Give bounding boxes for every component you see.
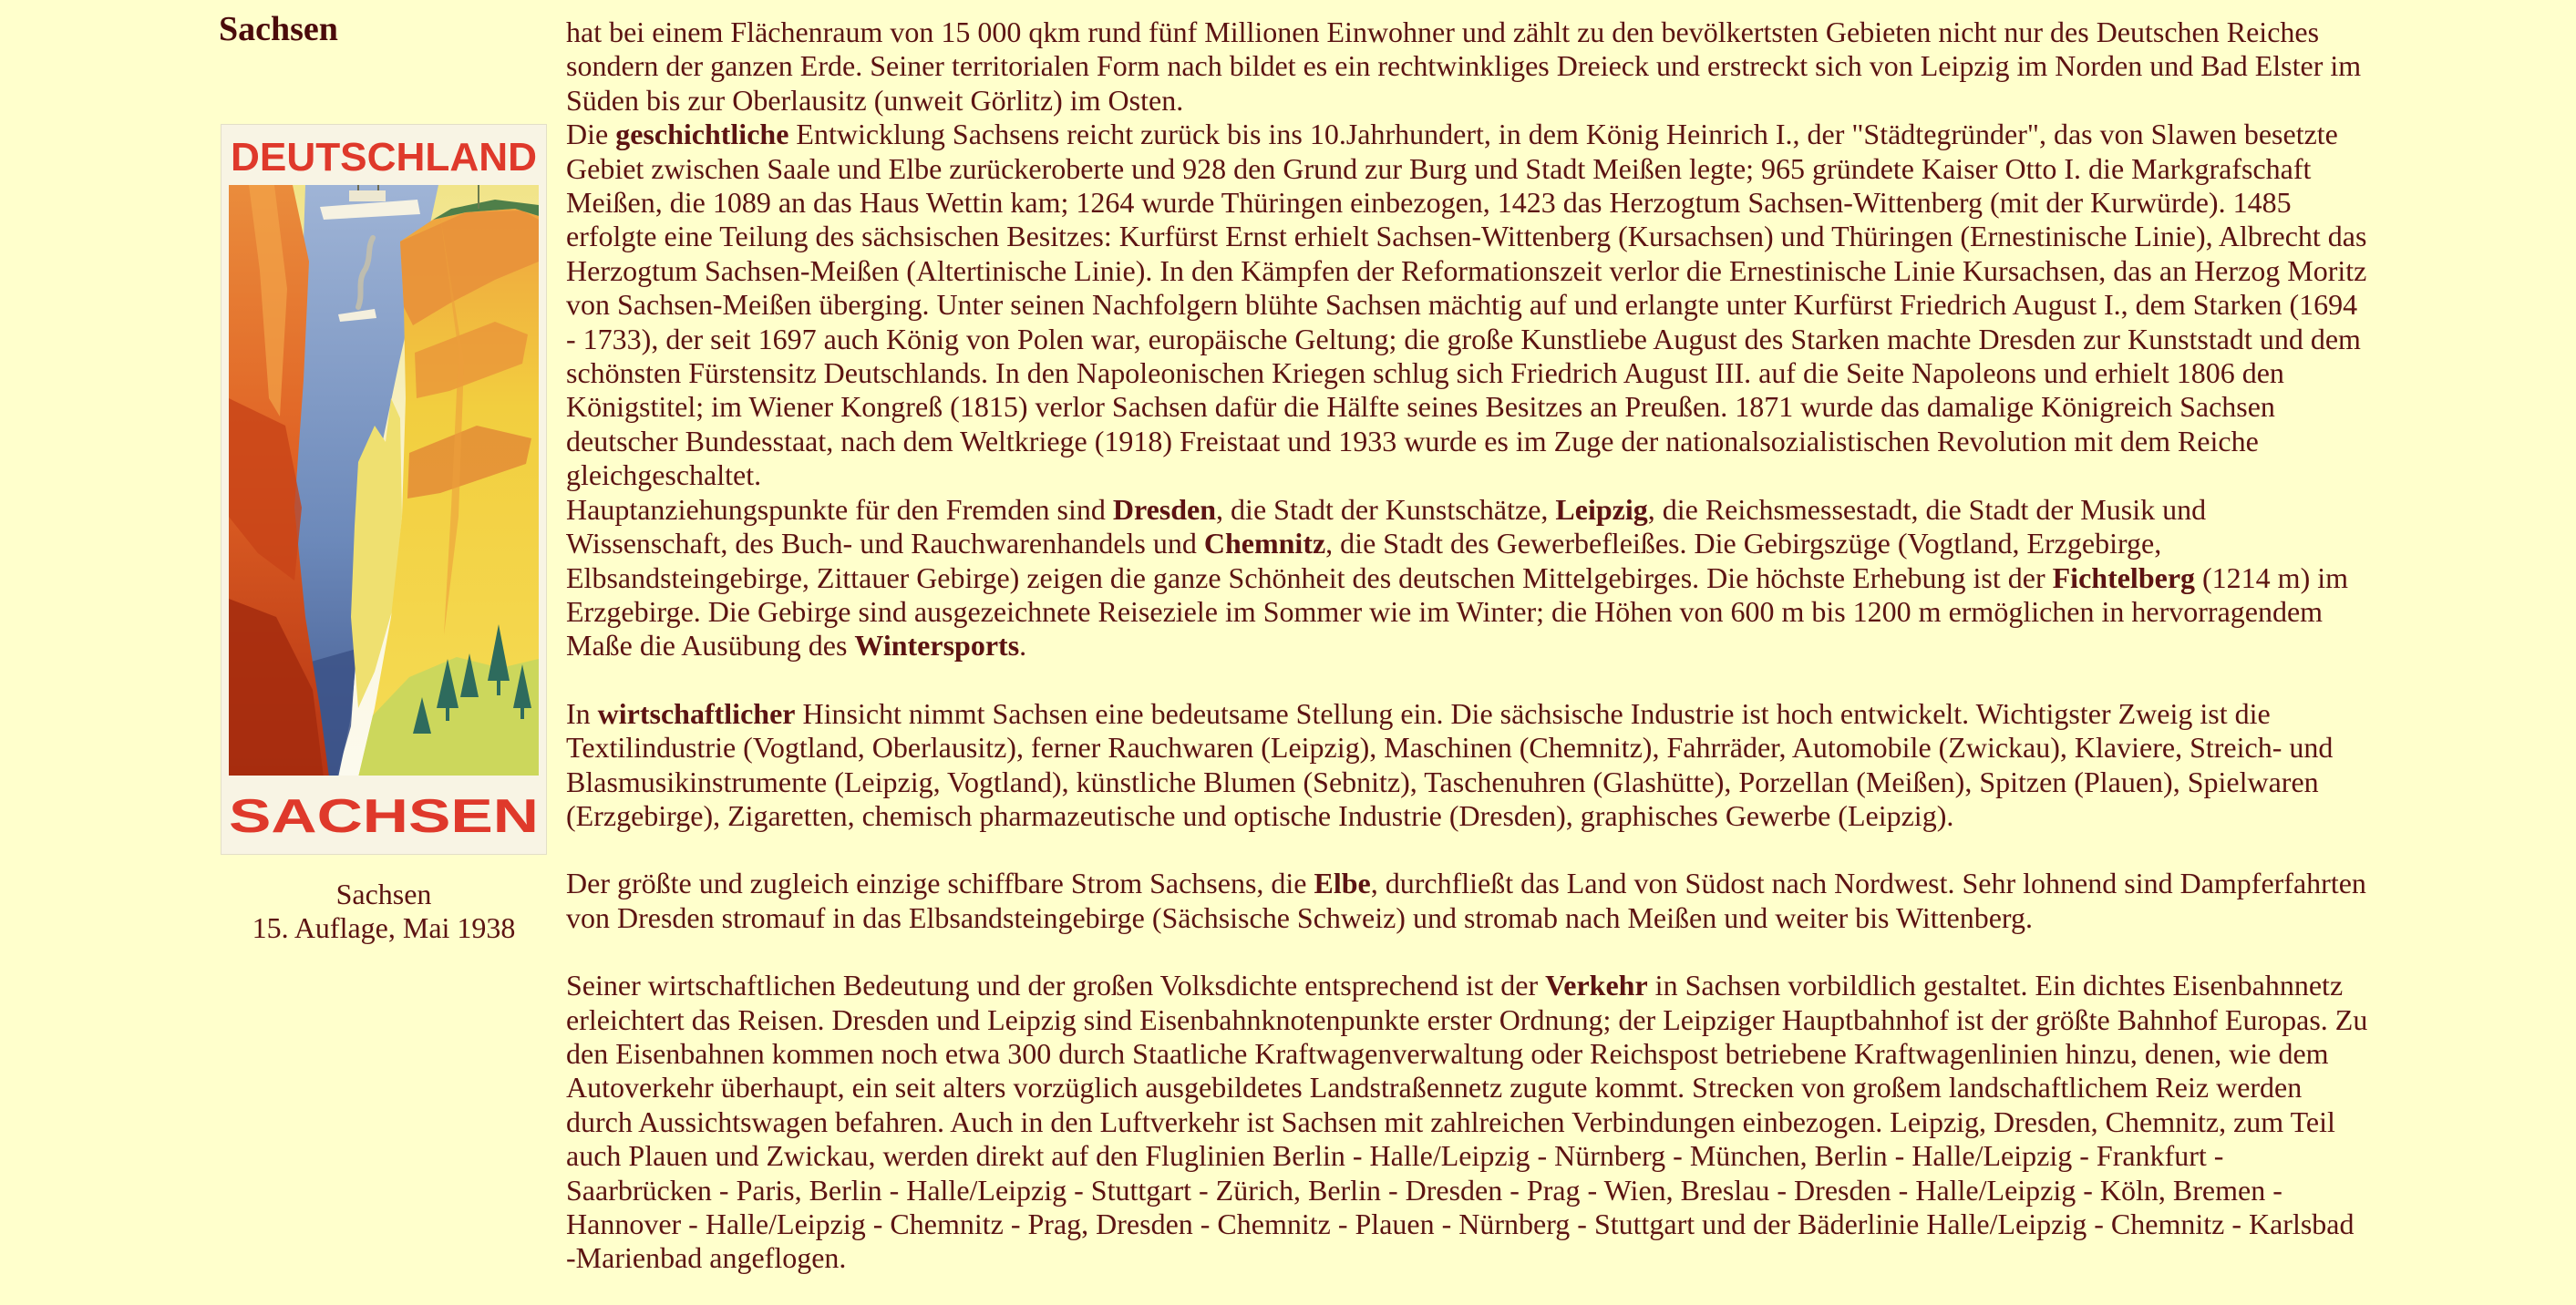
body-text: Hinsicht nimmt Sachsen eine bedeutsame Stellung ein. Die sächsische Industrie ist hoch entwickelt. Wichtigster Zweig ist die Textilindustrie (Vogtland, Oberlausitz), ferner Rauchwaren (Leipzig), Maschinen (Chemnitz), Fahrräder, Automobile (Zwickau), Klaviere, Streich- und Blasmusikinstrumente (Leipzig, Vogtland), künstliche Blumen (Sebnitz), Taschenuhren (Glashütte), Porzellan (Meißen), Spitzen (Plauen), Spielwaren (Erzgebirge), Zigaretten, chemisch pharmazeutische und optische Industrie (Dresden), graphisches Gewerbe (Leipzig). [566, 696, 2334, 832]
body-text: (1214 m) im Erzgebirge. Die Gebirge sind ausgezeichnete Reiseziele im Sommer wie im Winter; die Höhen von 600 m bis 1200 m ermöglichen in hervorragendem Maße die Ausübung des [566, 560, 2348, 663]
body-text: Seiner wirtschaftlichen Bedeutung und der großen Volksdichte entsprechend ist der [566, 969, 1546, 1002]
bold-text: Wintersports [854, 629, 1020, 663]
poster-top-label: DEUTSCHLAND [231, 135, 537, 180]
poster-bottom-label: SACHSEN [229, 790, 539, 843]
bold-text: Dresden [1112, 492, 1217, 526]
paragraph [566, 867, 2371, 935]
poster-artwork [222, 125, 546, 854]
bold-text: Leipzig [1555, 492, 1648, 526]
bold-text: wirtschaftlicher [597, 696, 796, 730]
body-text: , durchfließt das Land von Südost nach Nordwest. Sehr lohnend sind Dampferfahrten von Dresden stromauf in das Elbsandsteingebirge (Sächsische Schweiz) und stromab nach Meißen und weiter bis Wittenberg. [566, 867, 2366, 934]
paragraph [566, 493, 2371, 663]
body-text: Hauptanziehungspunkte für den Fremden sind [566, 492, 1113, 526]
bold-text: Elbe [1314, 867, 1371, 900]
sachsen-travel-poster [222, 125, 546, 854]
article [566, 15, 2371, 1276]
body-text: hat bei einem Flächenraum von 15 000 qkm rund fünf Millionen Einwohner und zählt zu den bevölkertsten Gebieten nicht nur des Deutschen Reiches sondern der ganzen Erde. Seiner territorialen Form nach bildet es ein rechtwinkliges Dreieck und erstreckt sich von Leipzig im Norden und Bad Elster im Süden bis zur Oberlausitz (unweit Görlitz) im Osten. [566, 15, 2362, 117]
poster-scene [222, 125, 539, 777]
bold-text: Fichtelberg [2052, 560, 2196, 594]
body-text: , die Reichsmessestadt, die Stadt der Musik und Wissenschaft, des Buch- und Rauchwarenhandels und [566, 492, 2207, 560]
page-title: Sachsen [219, 10, 338, 48]
caption-title: Sachsen [335, 878, 432, 910]
paragraph [566, 697, 2371, 834]
bold-text: geschichtliche [615, 118, 789, 151]
poster-caption [222, 878, 546, 945]
bold-text: Verkehr [1545, 969, 1648, 1002]
body-text: Entwicklung Sachsens reicht zurück bis ins 10.Jahrhundert, in dem König Heinrich I., der "Städtegründer", das von Slawen besetzte Gebiet zwischen Saale und Elbe zurückeroberte und 928 den Grund zur Burg und Stadt Meißen legte; 965 gründete Kaiser Otto I. die Markgrafschaft Meißen, die 1089 an das Haus Wettin kam; 1264 wurde Thüringen einbezogen, 1423 das Herzogtum Sachsen-Wittenberg (mit der Kurwürde). 1485 erfolgte eine Teilung des sächsischen Besitzes: Kurfürst Ernst erhielt Sachsen-Wittenberg (Kursachsen) und Thüringen (Ernestinische Linie), Albrecht das Herzogtum Sachsen-Meißen (Altertinische Linie). In den Kämpfen der Reformationszeit verlor die Ernestinische Linie Kursachsen, das an Herzog Moritz von Sachsen-Meißen überging. Unter seinen Nachfolgern blühte Sachsen mächtig auf und erlangte unter Kurfürst Friedrich August I., dem Starken (1694 - 1733), der seit 1697 auch König von Polen war, europäische Geltung; die große Kunstliebe August des Starken machte Dresden zur Kunststadt und dem schönsten Fürstensitz Deutschlands. In den Napoleonischen Kriegen schlug sich Friedrich August III. auf die Seite Napoleons und erhielt 1806 den Königstitel; im Wiener Kongreß (1815) verlor Sachsen dafür die Hälfte seines Besitzes an Preußen. 1871 wurde das damalige Königreich Sachsen deutscher Bundesstaat, nach dem Weltkriege (1918) Freistaat und 1933 wurde es im Zuge der nationalsozialistischen Revolution mit dem Reiche gleichgeschaltet. [566, 118, 2367, 492]
paragraph [566, 118, 2371, 492]
caption-edition: 15. Auflage, Mai 1938 [252, 911, 516, 944]
body-text: Die [566, 118, 616, 151]
paragraph [566, 969, 2371, 1276]
bold-text: Chemnitz [1203, 527, 1326, 560]
body-text: , die Stadt der Kunstschätze, [1216, 492, 1556, 526]
body-text: In [566, 696, 598, 730]
body-text: Der größte und zugleich einzige schiffbare Strom Sachsens, die [566, 867, 1314, 900]
paragraph [566, 15, 2371, 118]
body-text: . [1019, 629, 1027, 663]
body-text: , die Stadt des Gewerbefleißes. Die Gebirgszüge (Vogtland, Erzgebirge, Elbsandsteingebirge, Zittauer Gebirge) zeigen die ganze Schönheit des deutschen Mittelgebirges. Die höchste Erhebung ist der [566, 527, 2162, 594]
body-text: in Sachsen vorbildlich gestaltet. Ein dichtes Eisenbahnnetz erleichtert das Reisen. Dresden und Leipzig sind Eisenbahnknotenpunkte erster Ordnung; der Leipziger Hauptbahnhof ist der größte Bahnhof Europas. Zu den Eisenbahnen kommen noch etwa 300 durch Staatliche Kraftwagenverwaltung oder Reichspost betriebene Kraftwagenlinien hinzu, denen, wie dem Autoverkehr überhaupt, ein seit alters vorzüglich ausgebildetes Landstraßennetz zugute kommt. Strecken von großem landschaftlichem Reiz werden durch Aussichtswagen befahren. Auch in den Luftverkehr ist Sachsen mit zahlreichen Verbindungen einbezogen. Leipzig, Dresden, Chemnitz, zum Teil auch Plauen und Zwickau, werden direkt auf den Fluglinien Berlin - Halle/Leipzig - Nürnberg - München, Berlin - Halle/Leipzig - Frankfurt - Saarbrücken - Paris, Berlin - Halle/Leipzig - Stuttgart - Zürich, Berlin - Dresden - Prag - Wien, Breslau - Dresden - Halle/Leipzig - Köln, Bremen - Hannover - Halle/Leipzig - Chemnitz - Prag, Dresden - Chemnitz - Plauen - Nürnberg - Stuttgart und der Bäderlinie Halle/Leipzig - Chemnitz - Karlsbad -Marienbad angeflogen. [566, 969, 2368, 1275]
